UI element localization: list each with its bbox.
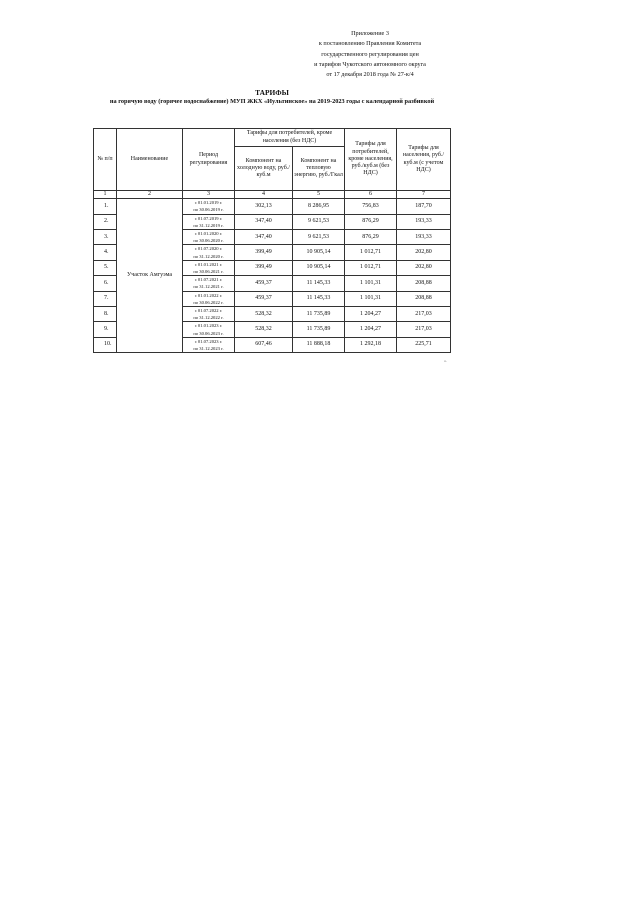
row-number: 8. [94, 307, 117, 322]
water-component: 347,40 [235, 230, 293, 245]
row-number: 3. [94, 230, 117, 245]
period-to: по 30.06.2022 г. [193, 299, 224, 305]
row-number: 5. [94, 260, 117, 275]
period-from: с 01.01.2023 г. [194, 323, 223, 329]
water-component: 459,37 [235, 276, 293, 291]
period-from: с 01.01.2021 г. [194, 261, 223, 267]
header-name: Наименование [117, 129, 183, 191]
period-from: с 01.01.2019 г. [194, 200, 223, 206]
tariff-table [93, 128, 451, 353]
population-tariff: 187,70 [397, 199, 451, 214]
energy-component: 11 888,18 [293, 337, 345, 352]
population-tariff: 217,03 [397, 307, 451, 322]
period-to: по 30.06.2021 г. [193, 269, 224, 275]
period-cell [183, 245, 235, 260]
period-from: с 01.07.2019 г. [194, 215, 223, 221]
consumer-tariff: 876,29 [345, 214, 397, 229]
period-from: с 01.01.2020 г. [194, 231, 223, 237]
population-tariff: 208,88 [397, 291, 451, 306]
period-from: с 01.01.2022 г. [194, 292, 223, 298]
population-tariff: 193,33 [397, 230, 451, 245]
period-to: по 30.06.2019 г. [193, 207, 224, 213]
header-comp-water: Компонент на холодную воду, руб./куб.м [235, 147, 293, 191]
row-number: 7. [94, 291, 117, 306]
energy-component: 10 905,14 [293, 260, 345, 275]
col-number: 6 [345, 191, 397, 199]
appendix-block [290, 29, 450, 80]
period-from: с 01.07.2023 г. [194, 338, 223, 344]
energy-component: 11 735,89 [293, 307, 345, 322]
appendix-line: Приложение 3 [351, 30, 389, 37]
consumer-tariff: 756,83 [345, 199, 397, 214]
energy-component: 11 735,89 [293, 322, 345, 337]
period-cell [183, 260, 235, 275]
tariff-table-body [94, 199, 451, 353]
water-component: 347,40 [235, 214, 293, 229]
population-tariff: 217,03 [397, 322, 451, 337]
period-from: с 01.07.2022 г. [194, 308, 223, 314]
period-cell [183, 276, 235, 291]
col-number: 1 [94, 191, 117, 199]
consumer-tariff: 1 101,31 [345, 291, 397, 306]
title-sub: на горячую воду (горячее водоснабжение) МУП ЖКХ «Иультинское» на 2019-2023 годы с календарной разбивкой [109, 98, 435, 105]
population-tariff: 208,88 [397, 276, 451, 291]
consumer-tariff: 1 292,18 [345, 337, 397, 352]
consumer-tariff: 1 204,27 [345, 322, 397, 337]
appendix-line: от 17 декабря 2018 года № 27-к/4 [326, 71, 414, 79]
row-number: 4. [94, 245, 117, 260]
header-period: Период регулирования [183, 129, 235, 191]
period-cell [183, 199, 235, 214]
col-number: 7 [397, 191, 451, 199]
energy-component: 10 905,14 [293, 245, 345, 260]
row-number: 9. [94, 322, 117, 337]
period-cell [183, 214, 235, 229]
period-cell [183, 322, 235, 337]
col-number: 3 [183, 191, 235, 199]
energy-component: 11 145,33 [293, 276, 345, 291]
population-tariff: 202,80 [397, 260, 451, 275]
consumer-tariff: 1 012,71 [345, 245, 397, 260]
document-title [92, 88, 452, 106]
water-component: 302,13 [235, 199, 293, 214]
col-number: 5 [293, 191, 345, 199]
period-to: по 30.06.2023 г. [193, 330, 224, 336]
period-from: с 01.07.2020 г. [194, 246, 223, 252]
footer-mark: ». [444, 358, 447, 363]
energy-component: 11 145,33 [293, 291, 345, 306]
appendix-line: к постановлению Правления Комитета [318, 40, 422, 48]
period-to: по 30.06.2020 г. [193, 238, 224, 244]
appendix-line: и тарифов Чукотского автономного округа [314, 60, 426, 68]
period-from: с 01.07.2021 г. [194, 277, 223, 283]
energy-component: 9 621,53 [293, 214, 345, 229]
row-number: 6. [94, 276, 117, 291]
period-to: по 31.12.2022 г. [193, 315, 224, 321]
header-comp-energy: Компонент на тепловую энергию, руб./Гкал [293, 147, 345, 191]
energy-component: 9 621,53 [293, 230, 345, 245]
water-component: 399,49 [235, 260, 293, 275]
header-consumers: Тарифы для потребителей, кроме населения, руб./куб.м (без НДС) [345, 129, 397, 191]
header-group: Тарифы для потребителей, кроме населения (без НДС) [235, 129, 345, 147]
row-number: 1. [94, 199, 117, 214]
title-main: ТАРИФЫ [255, 88, 289, 97]
row-number: 2. [94, 214, 117, 229]
population-tariff: 225,71 [397, 337, 451, 352]
period-to: по 31.12.2019 г. [193, 222, 224, 228]
header-num: № п/п [94, 129, 117, 191]
water-component: 607,46 [235, 337, 293, 352]
period-cell [183, 307, 235, 322]
water-component: 528,32 [235, 322, 293, 337]
col-number: 4 [235, 191, 293, 199]
consumer-tariff: 1 101,31 [345, 276, 397, 291]
appendix-line: государственного регулирования цен [321, 50, 419, 58]
header-population: Тарифы для населения, руб./куб.м (с учетом НДС) [397, 129, 451, 191]
consumer-tariff: 876,29 [345, 230, 397, 245]
site-name: Участок Амгуэма [117, 199, 183, 353]
period-to: по 31.12.2021 г. [193, 284, 224, 290]
period-cell [183, 291, 235, 306]
row-number: 10. [94, 337, 117, 352]
consumer-tariff: 1 204,27 [345, 307, 397, 322]
water-component: 459,37 [235, 291, 293, 306]
water-component: 528,32 [235, 307, 293, 322]
period-to: по 31.12.2023 г. [193, 346, 224, 352]
period-cell [183, 230, 235, 245]
water-component: 399,49 [235, 245, 293, 260]
period-cell [183, 337, 235, 352]
consumer-tariff: 1 012,71 [345, 260, 397, 275]
energy-component: 8 286,95 [293, 199, 345, 214]
population-tariff: 202,80 [397, 245, 451, 260]
col-number: 2 [117, 191, 183, 199]
population-tariff: 193,33 [397, 214, 451, 229]
period-to: по 31.12.2020 г. [193, 253, 224, 259]
table-row [94, 199, 451, 214]
